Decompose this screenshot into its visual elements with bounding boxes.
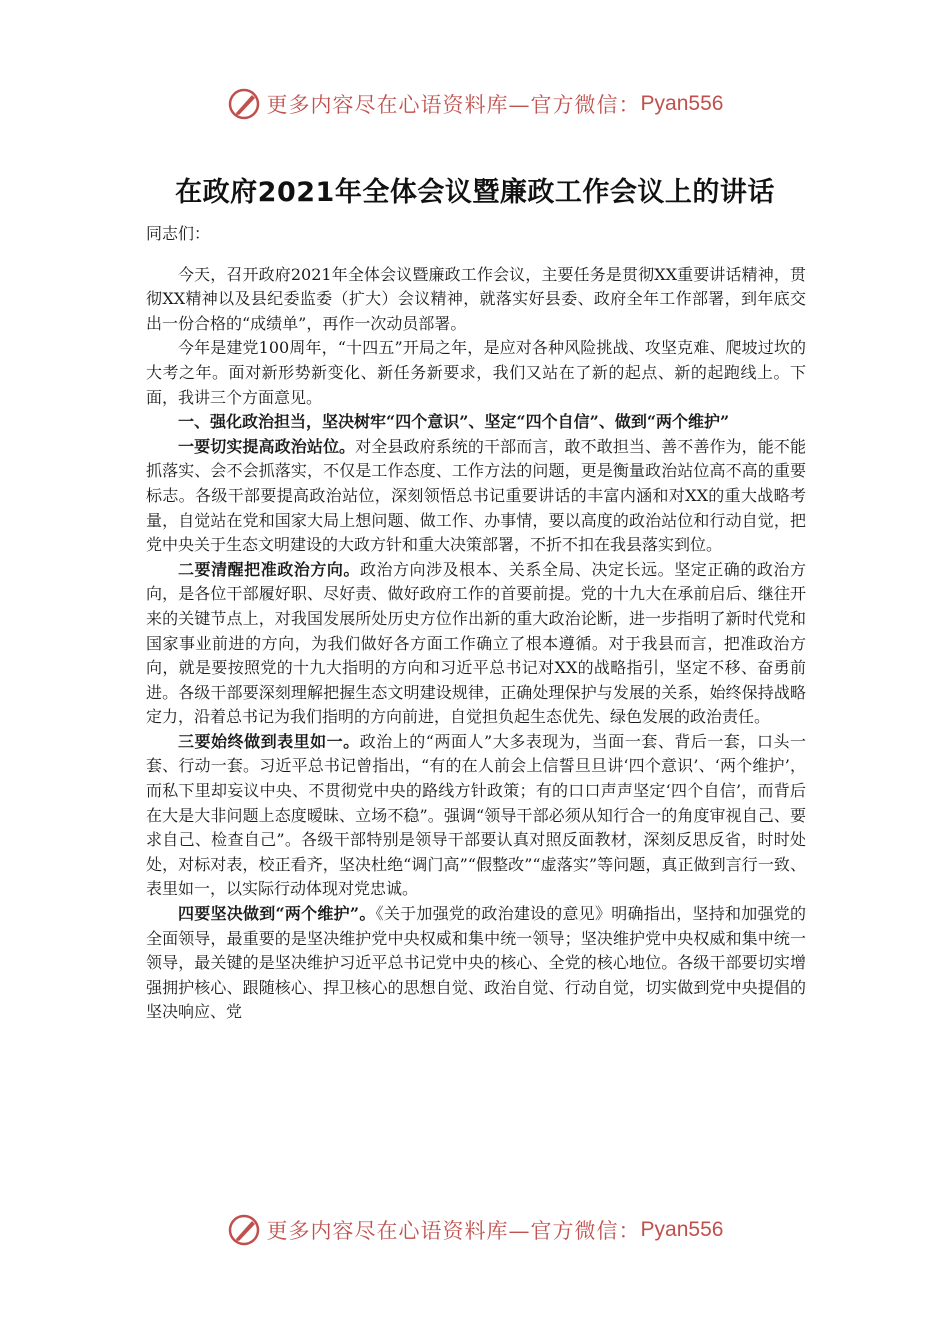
watermark-text: 更多内容尽在心语资料库—官方微信： xyxy=(266,93,641,117)
point-text: 政治上的“两面人”大多表现为，当面一套、背后一套，口头一套、行动一套。习近平总书记曾指出，“有的在人前会上信誓旦旦讲‘四个意识’、‘两个维护’，而私下里却妄议中央、不贯彻党中央的路线方针政策；有的口口声声坚定‘四个自信’，而背后在大是大非问题上态度暧昧、立场不稳”。强调“领导干部必须从知行合一的角度审视自己、要求自己、检查自己”。各级干部特别是领导干部要认真对照反面教材，深刻反思反省，时时处处，对标对表，校正看齐，坚决杜绝“调门高”“假整改”“虚落实”等问题，真正做到言行一致、表里如一，以实际行动体现对党忠诚。 xyxy=(146,731,806,899)
point-lead: 三要始终做到表里如一。 xyxy=(178,731,360,751)
pen-logo-icon xyxy=(227,1213,261,1247)
salutation: 同志们： xyxy=(146,224,211,243)
point-lead: 一要切实提高政治站位。 xyxy=(178,436,356,456)
watermark-text: 更多内容尽在心语资料库—官方微信： xyxy=(266,1219,641,1243)
point-text: 《关于加强党的政治建设的意见》明确指出，坚持和加强党的全面领导，最重要的是坚决维护党中央权威和集中统一领导；坚决维护党中央权威和集中统一领导，最关键的是坚决维护习近平总书记党中央的核心、全党的核心地位。各级干部要切实增强拥护核心、跟随核心、捍卫核心的思想自觉、政治自觉、行动自觉，切实做到党中央提倡的坚决响应、党 xyxy=(146,904,806,1022)
watermark-header xyxy=(0,84,950,124)
point-paragraph xyxy=(146,558,806,730)
point-paragraph xyxy=(146,902,806,1025)
paragraph: 今年是建党100周年，“十四五”开局之年，是应对各种风险挑战、攻坚克难、爬坡过坎的大考之年。面对新形势新变化、新任务新要求，我们又站在了新的起点、新的起跑线上。下面，我讲三个方面意见。 xyxy=(146,338,806,407)
point-text: 政治方向涉及根本、关系全局、决定长远。坚定正确的政治方向，是各位干部履好职、尽好责、做好政府工作的首要前提。党的十九大在承前启后、继往开来的关键节点上，对我国发展所处历史方位作出新的重大政治论断，进一步指明了新时代党和国家事业前进的方向，为我们做好各方面工作确立了根本遵循。对于我县而言，把准政治方向，就是要按照党的十九大指明的方向和习近平总书记对XX的战略指引，坚定不移、奋勇前进。各级干部要深刻理解把握生态文明建设规律，正确处理保护与发展的关系，始终保持战略定力，沿着总书记为我们指明的方向前进，自觉担负起生态优先、绿色发展的政治责任。 xyxy=(146,559,806,727)
point-paragraph xyxy=(146,435,806,558)
section-heading: 一、强化政治担当，坚决树牢“四个意识”、坚定“四个自信”、做到“两个维护” xyxy=(178,412,730,432)
watermark-wechat-id: Pyan556 xyxy=(640,92,724,115)
document-title: 在政府2021年全体会议暨廉政工作会议上的讲话 xyxy=(175,177,775,208)
point-paragraph xyxy=(146,730,806,902)
document-body xyxy=(146,222,806,1025)
point-lead: 二要清醒把准政治方向。 xyxy=(178,559,360,579)
watermark-wechat-id: Pyan556 xyxy=(640,1218,724,1241)
point-lead: 四要坚决做到“两个维护”。 xyxy=(178,904,376,924)
point-text: 对全县政府系统的干部而言，敢不敢担当、善不善作为，能不能抓落实、会不会抓落实，不仅是工作态度、工作方法的问题，更是衡量政治站位高不高的重要标志。各级干部要提高政治站位，深刻领悟总书记重要讲话的丰富内涵和对XX的重大战略考量，自觉站在党和国家大局上想问题、做工作、办事情，要以高度的政治站位和行动自觉，把党中央关于生态文明建设的大政方针和重大决策部署，不折不扣在我县落实到位。 xyxy=(146,436,806,555)
paragraph: 今天，召开政府2021年全体会议暨廉政工作会议，主要任务是贯彻XX重要讲话精神，贯彻XX精神以及县纪委监委（扩大）会议精神，就落实好县委、政府全年工作部署，到年底交出一份合格的“成绩单”，再作一次动员部署。 xyxy=(146,264,806,333)
watermark-footer xyxy=(0,1210,950,1250)
pen-logo-icon xyxy=(227,87,261,121)
